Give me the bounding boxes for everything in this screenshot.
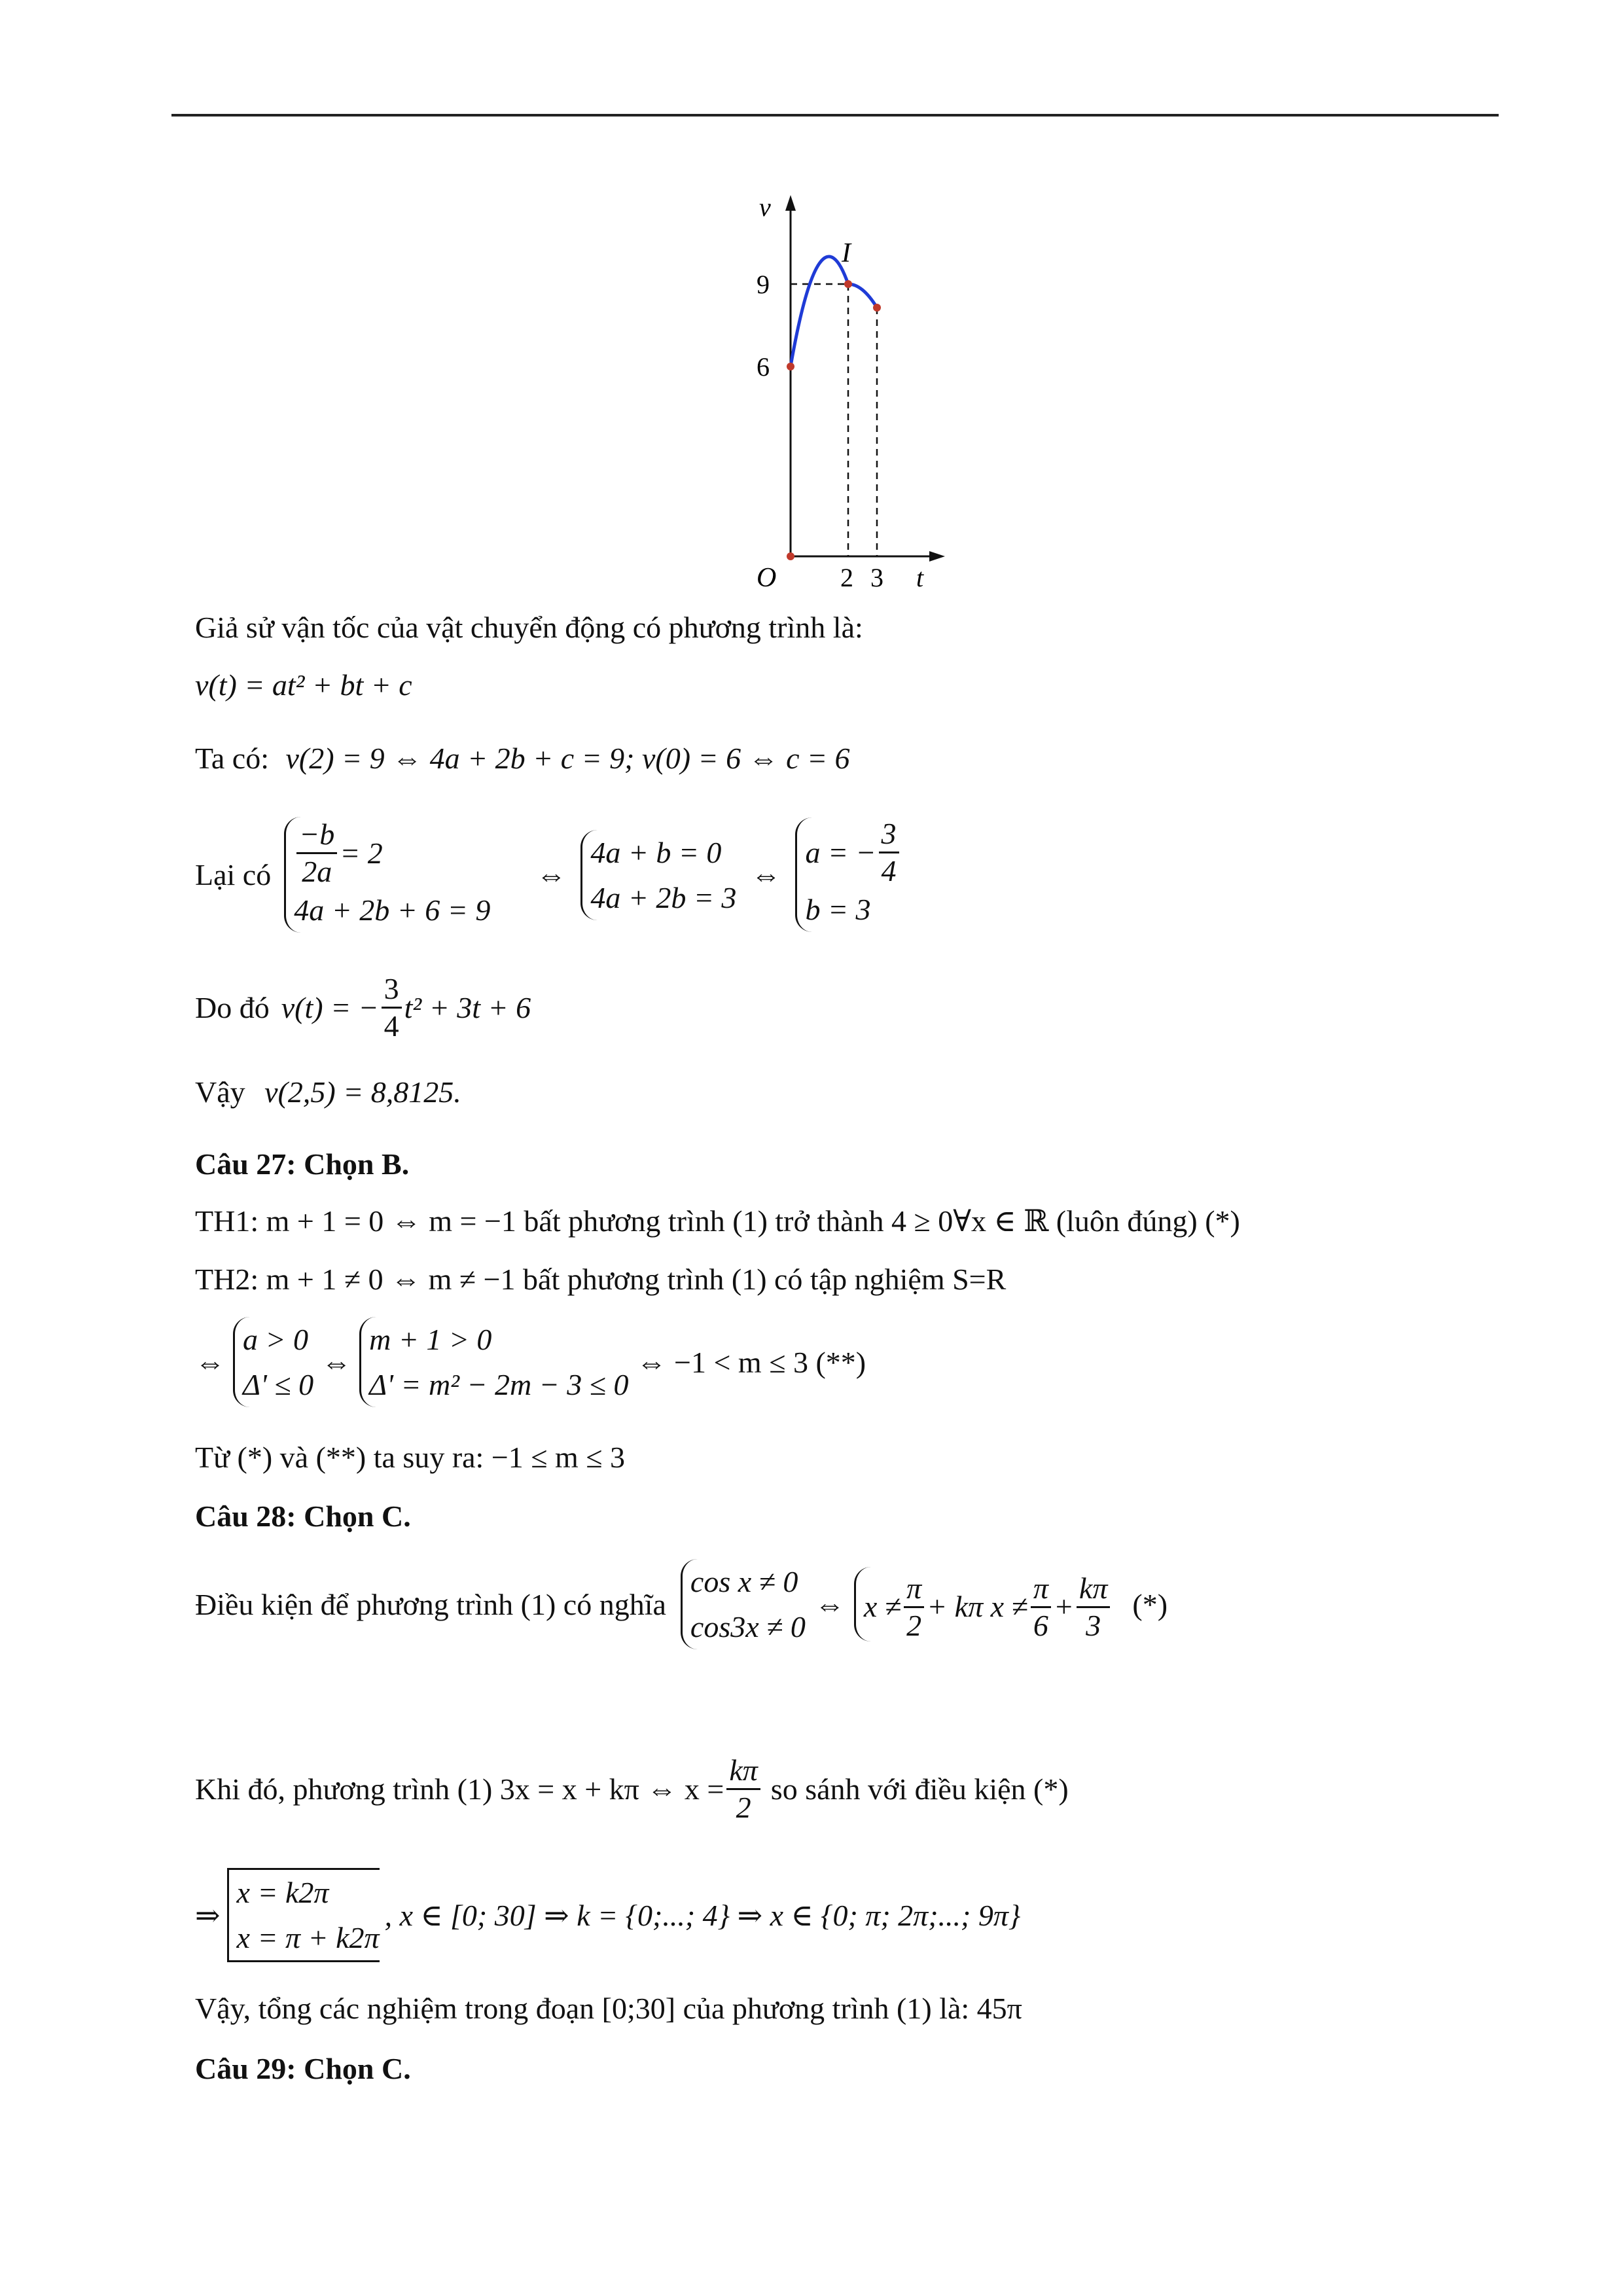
intro-text: Giả sử vận tốc của vật chuyển động có phương trình là:: [195, 611, 863, 644]
q28-solution-row-1: x = k2π: [236, 1876, 329, 1909]
fraction-pi-6: $\frac{\pi}{6}$: [1031, 1572, 1051, 1641]
iff-symbol-2: ⇔: [751, 858, 781, 892]
q27-case-2: TH2: m + 1 ≠ 0 ⇔ m ≠ −1 bất phương trình (1) có tập nghiệm S=R: [195, 1263, 1007, 1296]
q27-system-b-row-2: Δ' = m² − 2m − 3 ≤ 0: [369, 1368, 629, 1401]
label-t: t: [916, 563, 924, 592]
tick-6: 6: [757, 352, 770, 382]
point-end: [873, 304, 881, 312]
point-origin: [787, 552, 794, 560]
system-2: [580, 830, 736, 920]
q27-result: ⇔ −1 < m ≤ 3 (**): [636, 1345, 866, 1379]
q28-solution-row-2: x = π + k2π: [236, 1921, 380, 1954]
taco-label: Ta có:: [195, 742, 270, 775]
q29-title: Câu 29: Chọn C.: [195, 2052, 411, 2085]
q27-case-1: TH1: m + 1 = 0 ⇔ m = −1 bất phương trình (1) trở thành 4 ≥ 0∀x ∈ ℝ (luôn đúng) (*): [195, 1204, 1240, 1238]
q28-star: (*): [1132, 1587, 1168, 1621]
q27-system-a-row-1: a > 0: [243, 1323, 309, 1356]
q27-title: Câu 27: Chọn B.: [195, 1147, 410, 1181]
dodo-line: Do đó v(t) = − $\frac{3}{4}$ t² + 3t + 6: [195, 972, 531, 1043]
q27-iff-1: ⇔: [195, 1345, 225, 1379]
label-origin: O: [757, 563, 777, 593]
q28-iff: ⇔: [814, 1587, 845, 1621]
vay-label: Vậy: [195, 1075, 245, 1109]
q28-condition-line: [195, 1559, 1168, 1649]
q27-system-line: [195, 1317, 866, 1407]
iff-symbol-1: ⇔: [536, 858, 567, 892]
q28-condition-label: Điều kiện để phương trình (1) có nghĩa: [195, 1587, 666, 1621]
header-rule: [171, 114, 1499, 117]
q28-solution-set: [227, 1868, 380, 1962]
q27-system-a: [233, 1317, 313, 1407]
vay-equation: v(2,5) = 8,8125.: [264, 1075, 461, 1109]
vay-line: [195, 1075, 461, 1109]
system-1-row-1: $\frac{-b}{2a}$ = 2: [294, 818, 383, 888]
q28-implies: ⇒: [195, 1899, 221, 1932]
q28-condition-system: [681, 1559, 806, 1649]
q28-domain-row-2: x ≠ $\frac{\pi}{6}$ + $\frac{k\pi}{3}$: [991, 1572, 1113, 1641]
label-v: v: [759, 192, 771, 222]
q28-title: Câu 28: Chọn C.: [195, 1499, 411, 1533]
system-3-row-1: a = − $\frac{3}{4}$: [805, 817, 901, 887]
velocity-graph: [720, 190, 982, 596]
q28-condition-row-2: cos3x ≠ 0: [690, 1610, 806, 1643]
t-axis-arrow: [929, 551, 945, 562]
q27-conclusion: Từ (*) và (**) ta suy ra: −1 ≤ m ≤ 3: [195, 1441, 626, 1474]
point-peak: [844, 280, 852, 288]
system-1: [284, 817, 490, 933]
q28-domain-row-1: x ≠ $\frac{\pi}{2}$ + kπ: [863, 1571, 984, 1642]
system-3-row-2: b = 3: [805, 893, 871, 927]
taco-equation: v(2) = 9 ⇔ 4a + 2b + c = 9; v(0) = 6 ⇔ c = 6: [285, 742, 850, 775]
dodo-label: Do đó: [195, 990, 270, 1024]
tick-9: 9: [757, 270, 770, 299]
q28-domain-system: [854, 1567, 1113, 1641]
fraction-3-4-a: $\frac{3}{4}$: [879, 817, 899, 887]
point-start: [787, 363, 794, 370]
q28-khido-line: Khi đó, phương trình (1) 3x = x + kπ ⇔ x = $\frac{k\pi}{2}$ so sánh với điều kiện (*): [195, 1753, 1069, 1824]
q27-system-a-row-2: Δ' ≤ 0: [243, 1368, 314, 1401]
q28-final: Vậy, tổng các nghiệm trong đoạn [0;30] của phương trình (1) là: 45π: [195, 1992, 1022, 2025]
q28-solution-rhs: , x ∈ [0; 30] ⇒ k = {0;...; 4} ⇒ x ∈ {0; π; 2π;...; 9π}: [384, 1899, 1021, 1932]
label-peak: I: [842, 238, 851, 268]
fraction-3-4-v: $\frac{3}{4}$: [382, 973, 402, 1042]
tick-3: 3: [870, 563, 883, 592]
fraction-kpi-3: $\frac{k\pi}{3}$: [1077, 1572, 1110, 1641]
q27-system-b-row-1: m + 1 > 0: [369, 1323, 492, 1356]
fraction-pi-2: $\frac{\pi}{2}$: [904, 1572, 924, 1641]
laico-label: Lại có: [195, 858, 272, 892]
taco-line: [195, 741, 850, 776]
tick-2: 2: [840, 563, 853, 592]
q27-iff-2: ⇔: [321, 1345, 352, 1379]
v-axis-arrow: [785, 195, 796, 211]
system-1-row-2: 4a + 2b + 6 = 9: [294, 893, 491, 927]
q28-solution-line: [195, 1868, 1020, 1962]
fraction-kpi-2: $\frac{k\pi}{2}$: [726, 1754, 760, 1823]
system-3: [795, 817, 901, 932]
velocity-equation: v(t) = at² + bt + c: [195, 668, 412, 702]
velocity-curve: [791, 257, 877, 367]
laico-block: [195, 817, 902, 933]
system-2-row-2: 4a + 2b = 3: [590, 880, 737, 914]
q28-condition-row-1: cos x ≠ 0: [690, 1565, 798, 1598]
system-2-row-1: 4a + b = 0: [590, 835, 722, 869]
fraction-b-2a: $\frac{-b}{2a}$: [296, 818, 337, 888]
q27-system-b: [359, 1317, 628, 1407]
